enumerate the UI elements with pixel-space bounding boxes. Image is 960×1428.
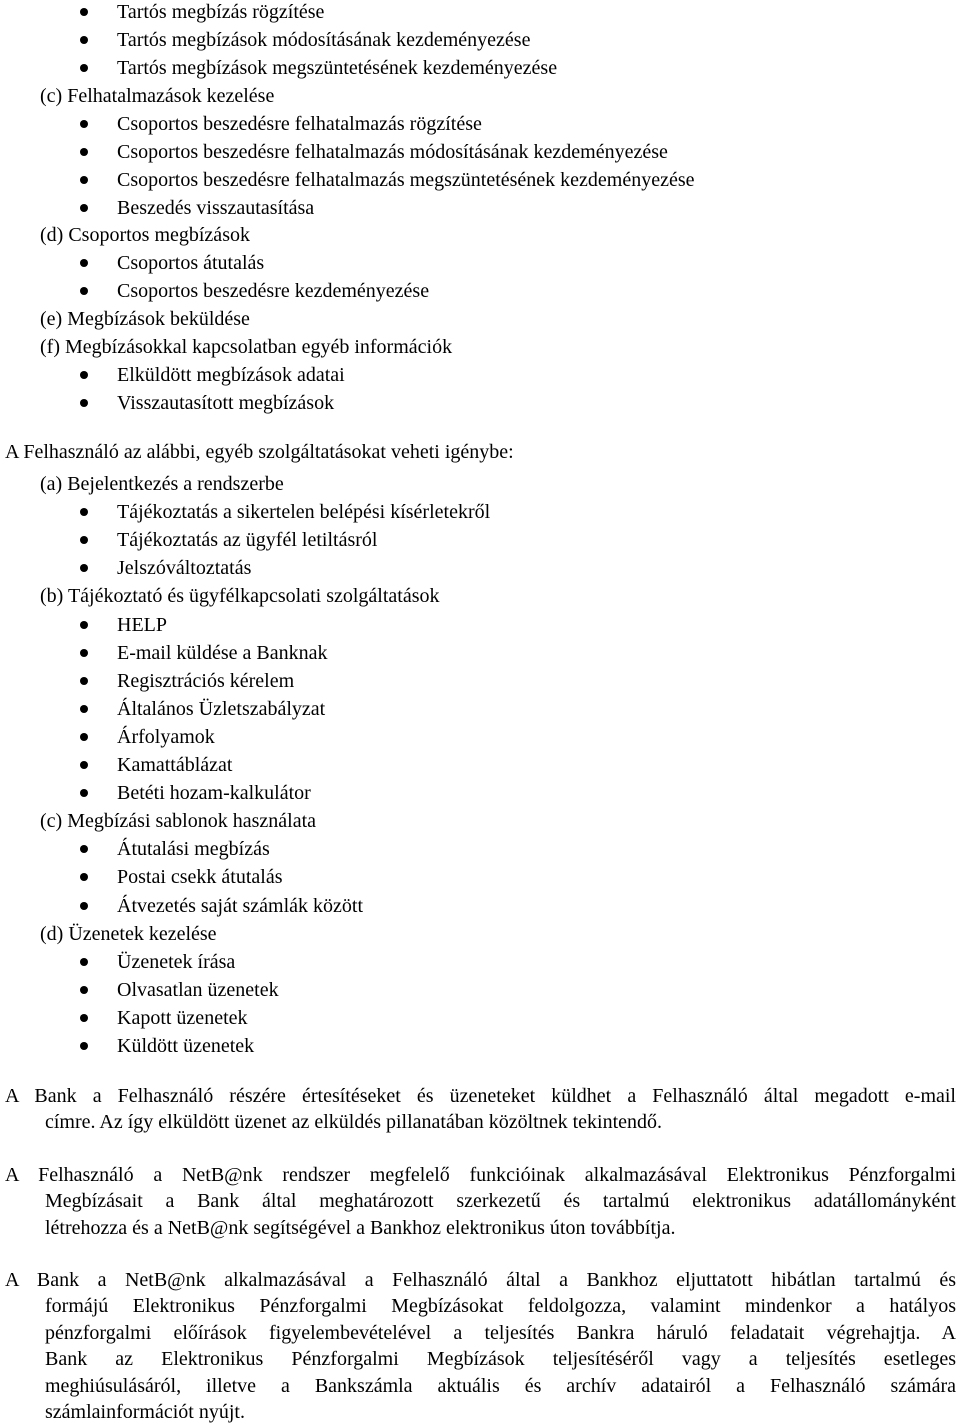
list-item: Jelszóváltoztatás bbox=[117, 557, 252, 580]
bullet-icon bbox=[80, 705, 88, 713]
bullet-icon bbox=[80, 371, 88, 379]
paragraph-line: létrehozza és a NetB@nk segítségével a Bankhoz elektronikus úton továbbítja. bbox=[45, 1216, 676, 1239]
section-label: (e) Megbízások beküldése bbox=[40, 308, 250, 331]
bullet-icon bbox=[80, 873, 88, 881]
bullet-icon bbox=[80, 8, 88, 16]
list-item: Küldött üzenetek bbox=[117, 1035, 255, 1057]
bullet-icon bbox=[80, 761, 88, 769]
bullet-icon bbox=[80, 120, 88, 128]
bullet-icon bbox=[80, 564, 88, 572]
bullet-icon bbox=[80, 148, 88, 156]
bullet-icon bbox=[80, 621, 88, 629]
list-item: Árfolyamok bbox=[117, 725, 215, 748]
paragraph-line: meghiúsulásáról, illetve a Bankszámla aktuális és archív adatairól a Felhasználó számára bbox=[45, 1374, 956, 1397]
list-item: Átutalási megbízás bbox=[117, 838, 270, 861]
section-label: (c) Megbízási sablonok használata bbox=[40, 810, 317, 833]
list-item: Betéti hozam-kalkulátor bbox=[117, 782, 311, 805]
list-item: Tájékoztatás az ügyfél letiltásról bbox=[117, 529, 378, 552]
list-item: Csoportos átutalás bbox=[117, 252, 265, 275]
bullet-icon bbox=[80, 902, 88, 910]
list-item: Tájékoztatás a sikertelen belépési kísérletekről bbox=[117, 501, 491, 524]
bullet-icon bbox=[80, 958, 88, 966]
list-item: Beszedés visszautasítása bbox=[117, 196, 315, 219]
list-item: Regisztrációs kérelem bbox=[117, 669, 295, 692]
section-label: (b) Tájékoztató és ügyfélkapcsolati szolgáltatások bbox=[40, 585, 440, 608]
section-label: (d) Üzenetek kezelése bbox=[40, 922, 217, 945]
paragraph-line: címre. Az így elküldött üzenet az elküldés pillanatában közöltnek tekintendő. bbox=[45, 1111, 663, 1134]
bullet-icon bbox=[80, 986, 88, 994]
list-item: Tartós megbízások megszüntetésének kezdeményezése bbox=[117, 56, 558, 79]
paragraph-line: A Bank a NetB@nk alkalmazásával a Felhasználó által a Bankhoz eljuttatott hibátlan tartalmú és bbox=[5, 1269, 956, 1291]
list-item: Kamattáblázat bbox=[117, 754, 233, 776]
intro-text: A Felhasználó az alábbi, egyéb szolgáltatásokat veheti igénybe: bbox=[5, 441, 514, 463]
bullet-icon bbox=[80, 733, 88, 741]
section-label: (c) Felhatalmazások kezelése bbox=[40, 84, 275, 107]
list-item: Tartós megbízás rögzítése bbox=[117, 1, 325, 23]
paragraph-line: A Bank a Felhasználó részére értesítéseket és üzeneteket küldhet a Felhasználó által megadott e-mail bbox=[5, 1085, 956, 1107]
list-item: Olvasatlan üzenetek bbox=[117, 978, 279, 1001]
list-item: Csoportos beszedésre kezdeményezése bbox=[117, 280, 430, 303]
bullet-icon bbox=[80, 204, 88, 212]
bullet-icon bbox=[80, 536, 88, 544]
paragraph-line: pénzforgalmi előírások figyelembevételével a teljesítés Bankra háruló feladatait végrehajtja. A bbox=[45, 1321, 956, 1344]
list-item: Tartós megbízások módosításának kezdeményezése bbox=[117, 28, 531, 51]
bullet-icon bbox=[80, 259, 88, 267]
list-item: Csoportos beszedésre felhatalmazás megszüntetésének kezdeményezése bbox=[117, 168, 695, 191]
section-label: (f) Megbízásokkal kapcsolatban egyéb információk bbox=[40, 336, 453, 359]
list-item: Csoportos beszedésre felhatalmazás módosításának kezdeményezése bbox=[117, 140, 668, 163]
list-item: Visszautasított megbízások bbox=[117, 392, 335, 415]
bullet-icon bbox=[80, 845, 88, 853]
bullet-icon bbox=[80, 677, 88, 685]
bullet-icon bbox=[80, 649, 88, 657]
bullet-icon bbox=[80, 1042, 88, 1050]
list-item: Üzenetek írása bbox=[117, 950, 236, 973]
bullet-icon bbox=[80, 508, 88, 516]
paragraph-line: formájú Elektronikus Pénzforgalmi Megbízásokat feldolgozza, valamint mindenkor a hatályos bbox=[45, 1295, 956, 1318]
bullet-icon bbox=[80, 287, 88, 295]
bullet-icon bbox=[80, 36, 88, 44]
list-item: Kapott üzenetek bbox=[117, 1006, 248, 1029]
list-item: Általános Üzletszabályzat bbox=[117, 697, 326, 720]
section-label: (d) Csoportos megbízások bbox=[40, 224, 250, 247]
list-item: Átvezetés saját számlák között bbox=[117, 894, 364, 917]
bullet-icon bbox=[80, 176, 88, 184]
list-item: Csoportos beszedésre felhatalmazás rögzítése bbox=[117, 112, 482, 135]
paragraph-line: Megbízásait a Bank által meghatározott szerkezetű és tartalmú elektronikus adatállományként bbox=[45, 1190, 956, 1213]
bullet-icon bbox=[80, 64, 88, 72]
paragraph-line: számlainformációt nyújt. bbox=[45, 1401, 245, 1423]
list-item: E-mail küldése a Banknak bbox=[117, 641, 328, 664]
bullet-icon bbox=[80, 1014, 88, 1022]
list-item: Elküldött megbízások adatai bbox=[117, 364, 345, 387]
list-item: Postai csekk átutalás bbox=[117, 866, 283, 889]
list-item: HELP bbox=[117, 613, 167, 636]
paragraph-line: Bank az Elektronikus Pénzforgalmi Megbízások teljesítéséről vagy a teljesítés esetleges bbox=[45, 1348, 956, 1371]
bullet-icon bbox=[80, 399, 88, 407]
paragraph-line: A Felhasználó a NetB@nk rendszer megfelelő funkcióinak alkalmazásával Elektronikus Pénzforgalmi bbox=[5, 1164, 956, 1186]
section-label: (a) Bejelentkezés a rendszerbe bbox=[40, 473, 284, 495]
bullet-icon bbox=[80, 789, 88, 797]
